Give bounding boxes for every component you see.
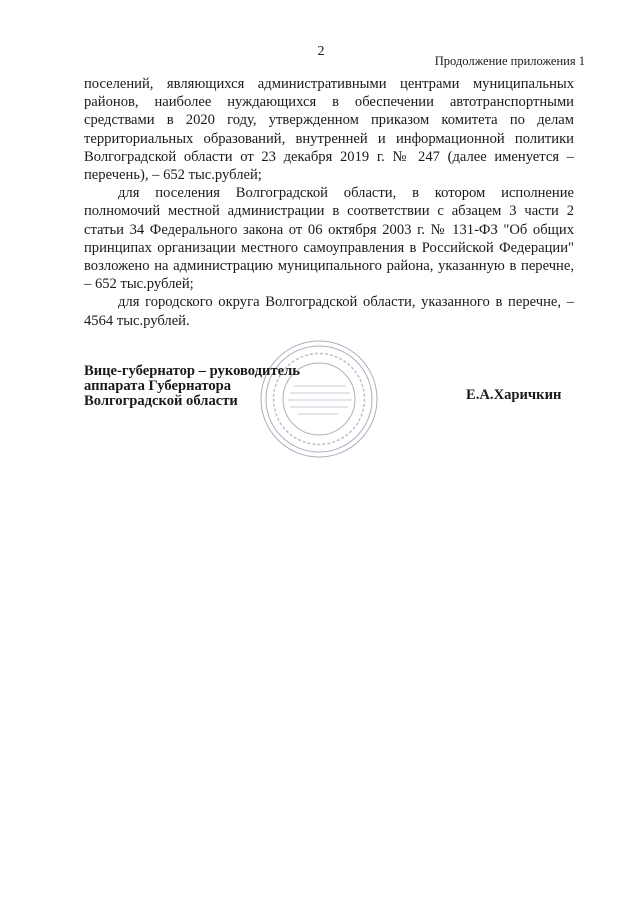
paragraph: для городского округа Волгоградской области, указанного в перечне, – 4564 тыс.рублей. — [84, 294, 574, 329]
document-body — [84, 75, 574, 330]
paragraph: поселений, являющихся административными центрами муниципальных районов, наиболее нуждающихся в обеспечении автотранспортными средствами в 2020 году, утвержденном приказом комитета по делам территориальных образований, внутренней и информационной политики Волгоградской области от 23 декабря 2019 г. № 247 (далее именуется – перечень), – 652 тыс.рублей; — [84, 76, 574, 184]
signatory-name: Е.А.Харичкин — [466, 387, 562, 403]
position-line: Вице-губернатор – руководитель — [84, 363, 300, 379]
continuation-note: Продолжение приложения 1 — [434, 54, 585, 68]
position-line: Волгоградской области — [84, 393, 238, 409]
position-line: аппарата Губернатора — [84, 378, 232, 394]
page-number: 2 — [317, 44, 325, 59]
signatory-position — [84, 364, 300, 409]
paragraph: для поселения Волгоградской области, в котором исполнение полномочий местной администрации в соответствии с абзацем 3 части 2 статьи 34 Федерального закона от 06 октября 2003 г. № 131-ФЗ "Об общих принципах организации местного самоуправления в Российской Федерации" возложено на администрацию муниципального района, указанную в перечне, – 652 тыс.рублей; — [84, 185, 574, 293]
